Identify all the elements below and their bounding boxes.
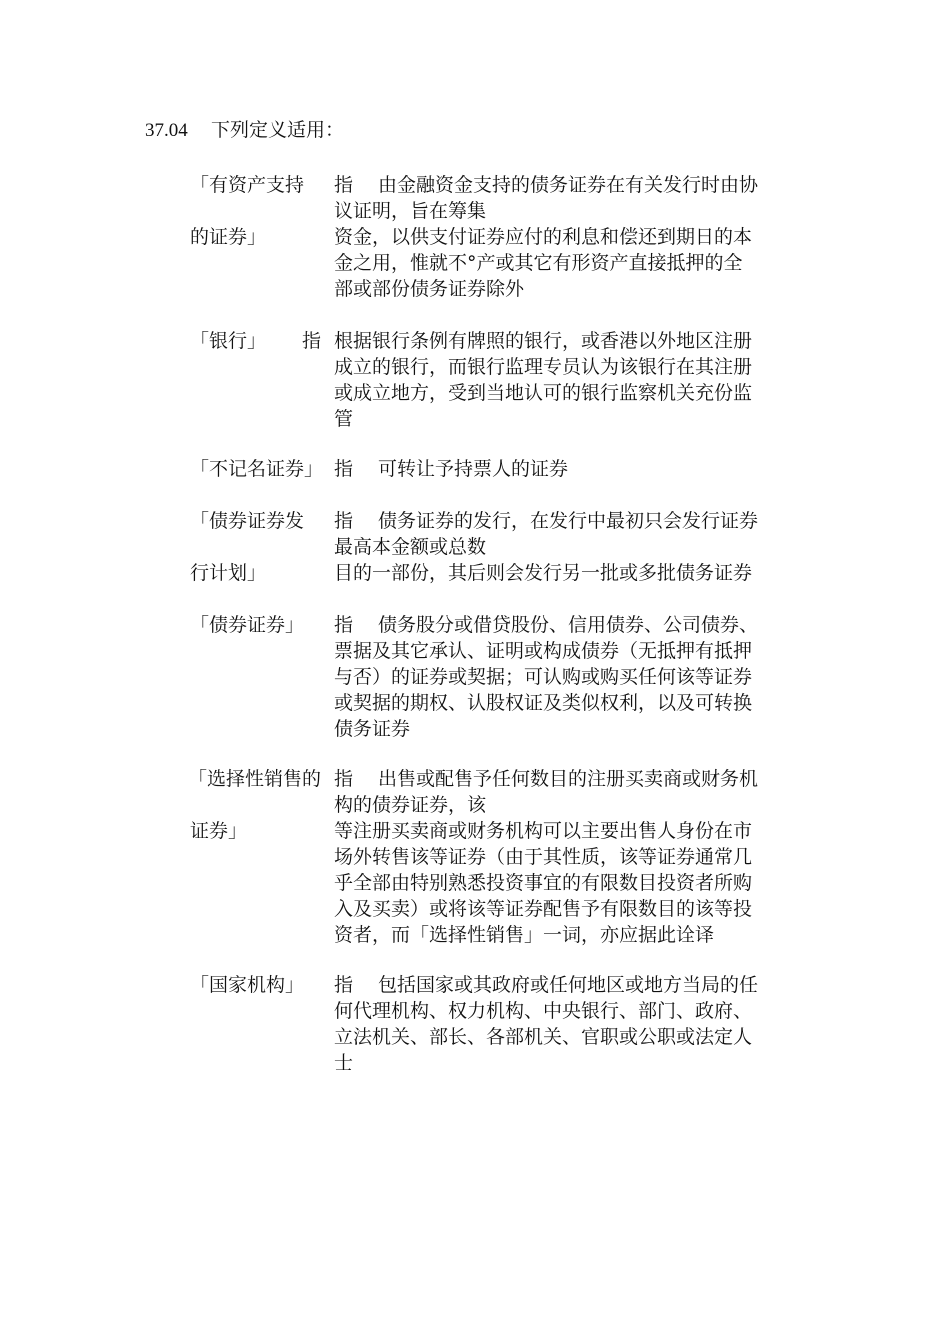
definition-line: 出售或配售予任何数目的注册买卖商或财务机: [378, 768, 759, 790]
term-line: 「债券证券发: [190, 510, 305, 532]
definition-line: 资者，而「选择性销售」一词，亦应据此诠译: [334, 924, 715, 946]
definition-line: 可转让予持票人的证券: [378, 458, 569, 480]
zhi-marker: 指: [334, 614, 354, 636]
definition-line: 票据及其它承认、证明或构成债券（无抵押有抵押: [334, 640, 753, 662]
term-line: 「国家机构」: [190, 974, 305, 996]
definition-line: 最高本金额或总数: [334, 536, 487, 558]
definition-line: 金之用，惟就不°产或其它有形资产直接抵押的全: [334, 252, 743, 274]
term-line: 证券」: [190, 820, 248, 842]
definition-line: 成立的银行，而银行监理专员认为该银行在其注册: [334, 356, 753, 378]
zhi-marker: 指: [334, 974, 354, 996]
definition-line: 或成立地方，受到当地认可的银行监察机关充份监: [334, 382, 753, 404]
zhi-marker: 指: [334, 458, 354, 480]
definition-line: 债务证券的发行，在发行中最初只会发行证券: [378, 510, 759, 532]
term-line: 「选择性销售的: [188, 768, 322, 790]
zhi-marker: 指: [334, 768, 354, 790]
definition-line: 议证明，旨在筹集: [334, 200, 487, 222]
section-heading: [145, 116, 344, 145]
definition-line: 管: [334, 408, 354, 430]
term-line: 「债券证券」: [190, 614, 305, 636]
definition-line: 构的债券证券，该: [334, 794, 487, 816]
section-title: 下列定义适用：: [211, 119, 345, 141]
definition-line: 何代理机构、权力机构、中央银行、部门、政府、: [334, 1000, 753, 1022]
term-line: 的证券」: [190, 226, 267, 248]
definition-line: 根据银行条例有牌照的银行，或香港以外地区注册: [334, 330, 753, 352]
definition-line: 立法机关、部长、各部机关、官职或公职或法定人: [334, 1026, 753, 1048]
term-line: 「不记名证券」: [190, 458, 324, 480]
zhi-marker: 指: [334, 174, 354, 196]
section-number: 37.04: [145, 120, 188, 141]
definition-line: 债务证券: [334, 718, 411, 740]
definition-line: 与否）的证券或契据；可认购或购买任何该等证券: [334, 666, 753, 688]
definition-line: 乎全部由特别熟悉投资事宜的有限数目投资者所购: [334, 872, 753, 894]
zhi-marker: 指: [302, 330, 322, 352]
definition-line: 或契据的期权、认股权证及类似权利，以及可转换: [334, 692, 753, 714]
definition-line: 入及买卖）或将该等证券配售予有限数目的该等投: [334, 898, 753, 920]
definition-line: 士: [334, 1052, 354, 1074]
term-line: 「银行」: [190, 330, 267, 352]
definition-line: 债务股分或借贷股份、信用债券、公司债券、: [378, 614, 759, 636]
term-line: 「有资产支持: [190, 174, 305, 196]
definition-line: 等注册买卖商或财务机构可以主要出售人身份在市: [334, 820, 753, 842]
definition-line: 部或部份债务证券除外: [334, 278, 525, 300]
definition-line: 目的一部份，其后则会发行另一批或多批债务证券: [334, 562, 753, 584]
term-line: 行计划」: [190, 562, 267, 584]
definition-line: 场外转售该等证券（由于其性质，该等证券通常几: [334, 846, 753, 868]
zhi-marker: 指: [334, 510, 354, 532]
definition-line: 资金，以供支付证券应付的利息和偿还到期日的本: [334, 226, 753, 248]
definition-line: 包括国家或其政府或任何地区或地方当局的任: [378, 974, 759, 996]
definition-line: 由金融资金支持的债务证券在有关发行时由协: [378, 174, 759, 196]
